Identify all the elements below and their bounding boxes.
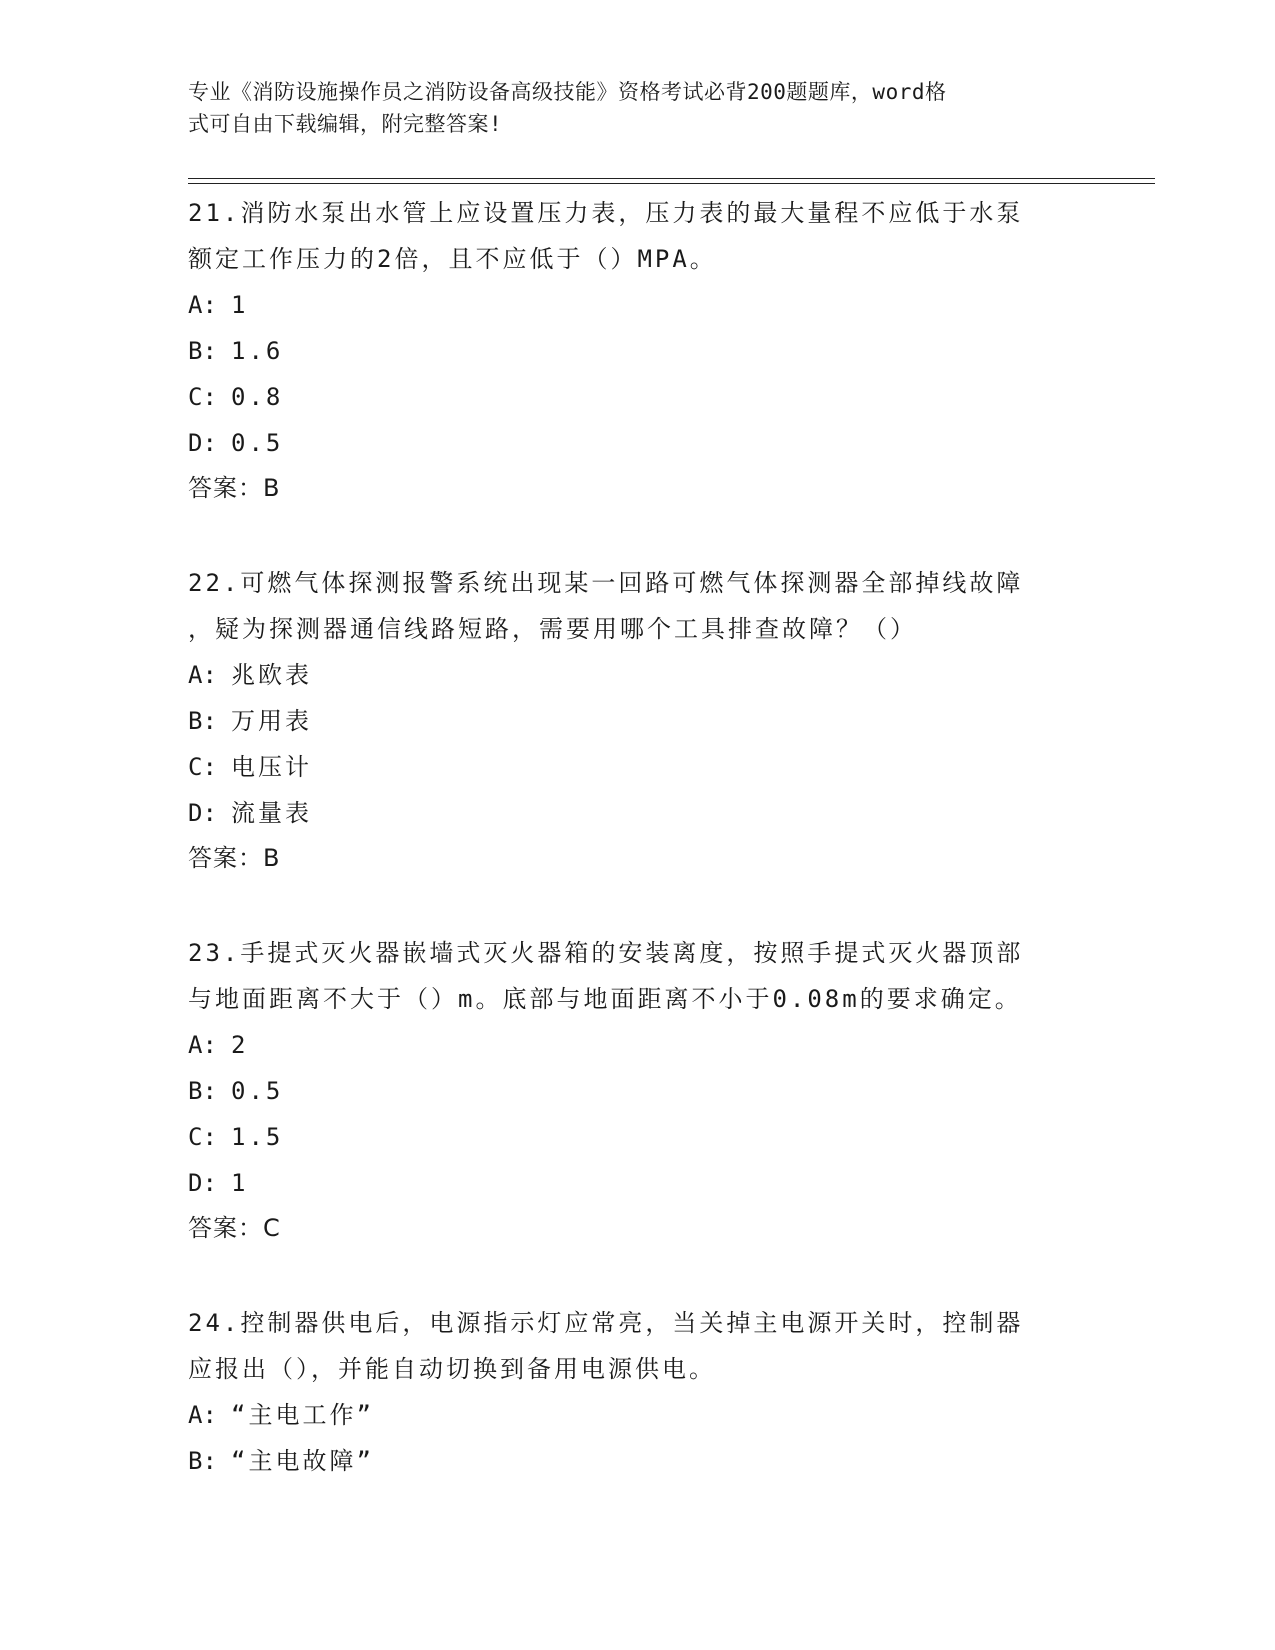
header-divider-bottom (188, 183, 1155, 184)
question-text (188, 930, 1088, 1022)
option-letter: C: (188, 1123, 217, 1151)
question-line: 额定工作压力的2倍，且不应低于（）MPA。 (188, 245, 717, 273)
option-text: 1 (231, 1169, 249, 1197)
option-a (188, 652, 1088, 698)
option-letter: C: (188, 753, 217, 781)
option-letter: D: (188, 429, 217, 457)
question-line: 23.手提式灭火器嵌墙式灭火器箱的安装离度，按照手提式灭火器顶部 (188, 939, 1024, 967)
option-d (188, 420, 1088, 466)
option-text: 0.5 (231, 429, 284, 457)
document-header (188, 76, 1088, 140)
option-a (188, 1392, 1088, 1438)
header-line-1: 专业《消防设施操作员之消防设备高级技能》资格考试必背200题题库，word格 (188, 80, 947, 104)
option-b (188, 1068, 1088, 1114)
question-list (188, 190, 1088, 1534)
option-letter: B: (188, 337, 217, 365)
option-text: 万用表 (231, 707, 312, 735)
option-letter: B: (188, 1447, 217, 1475)
option-text: 1.5 (231, 1123, 284, 1151)
question-line: 21.消防水泵出水管上应设置压力表，压力表的最大量程不应低于水泵 (188, 199, 1024, 227)
option-letter: A: (188, 1031, 217, 1059)
option-text: 电压计 (231, 753, 312, 781)
option-text: 1.6 (231, 337, 284, 365)
option-d (188, 1160, 1088, 1206)
question-text (188, 190, 1088, 282)
question-23 (188, 930, 1088, 1250)
option-text: “主电工作” (231, 1401, 374, 1429)
header-line-2: 式可自由下载编辑，附完整答案! (188, 112, 503, 136)
option-letter: A: (188, 1401, 217, 1429)
question-line: 应报出（），并能自动切换到备用电源供电。 (188, 1355, 716, 1383)
option-text: 0.8 (231, 383, 284, 411)
question-22 (188, 560, 1088, 880)
question-text (188, 1300, 1088, 1392)
option-text: 流量表 (231, 799, 312, 827)
option-d (188, 790, 1088, 836)
answer-line: 答案：B (188, 844, 281, 872)
question-line: 24.控制器供电后，电源指示灯应常亮，当关掉主电源开关时，控制器 (188, 1309, 1024, 1337)
question-line: ，疑为探测器通信线路短路，需要用哪个工具排查故障？（） (188, 615, 917, 643)
option-letter: A: (188, 291, 217, 319)
option-text: 兆欧表 (231, 661, 312, 689)
option-text: 0.5 (231, 1077, 284, 1105)
option-letter: C: (188, 383, 217, 411)
option-letter: D: (188, 1169, 217, 1197)
option-letter: B: (188, 1077, 217, 1105)
option-text: 1 (231, 291, 249, 319)
header-divider-top (188, 178, 1155, 179)
option-text: 2 (231, 1031, 249, 1059)
option-b (188, 1438, 1088, 1484)
question-21 (188, 190, 1088, 510)
option-a (188, 282, 1088, 328)
option-b (188, 328, 1088, 374)
option-c (188, 374, 1088, 420)
question-line: 与地面距离不大于（）m。底部与地面距离不小于0.08m的要求确定。 (188, 985, 1022, 1013)
option-a (188, 1022, 1088, 1068)
option-letter: B: (188, 707, 217, 735)
option-letter: D: (188, 799, 217, 827)
option-text: “主电故障” (231, 1447, 374, 1475)
answer-line: 答案：B (188, 474, 281, 502)
question-line: 22.可燃气体探测报警系统出现某一回路可燃气体探测器全部掉线故障 (188, 569, 1024, 597)
option-c (188, 1114, 1088, 1160)
answer-line: 答案：C (188, 1214, 281, 1242)
option-b (188, 698, 1088, 744)
option-letter: A: (188, 661, 217, 689)
question-24 (188, 1300, 1088, 1484)
question-text (188, 560, 1088, 652)
option-c (188, 744, 1088, 790)
